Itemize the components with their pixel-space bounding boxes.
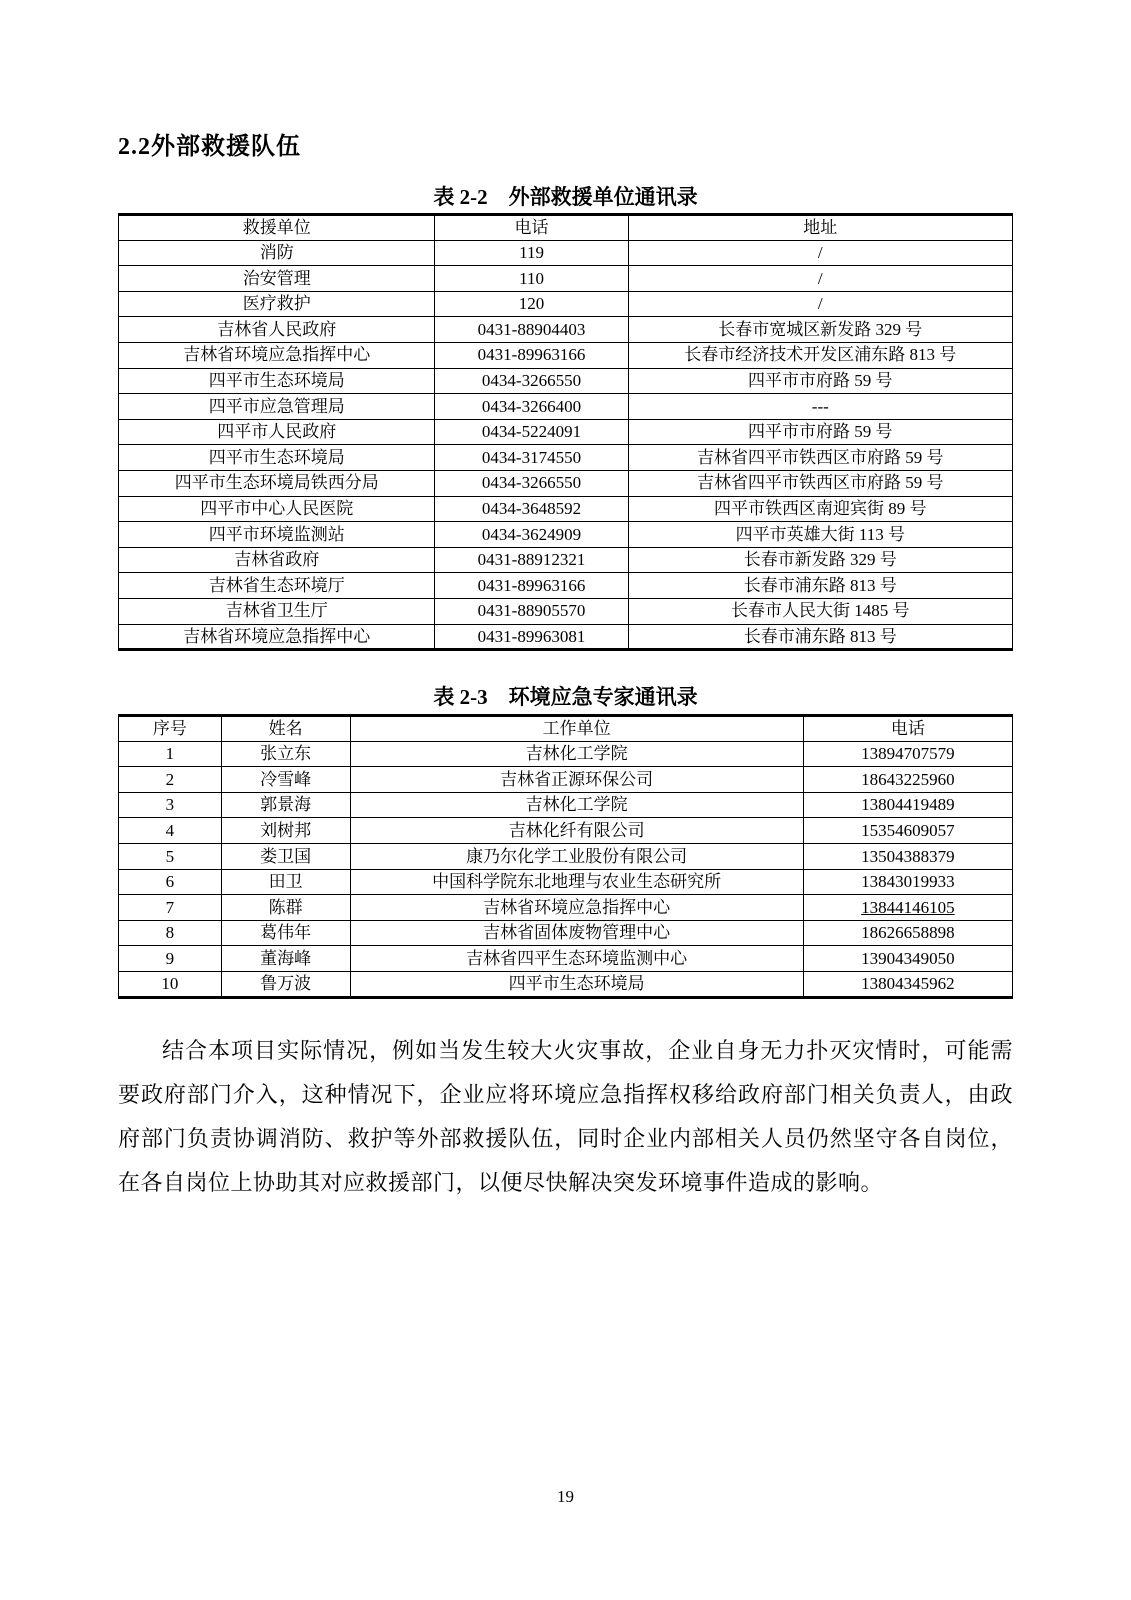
table-cell: 长春市经济技术开发区浦东路 813 号	[628, 342, 1012, 368]
table-cell: 葛伟年	[221, 920, 350, 946]
table-cell: 四平市人民政府	[119, 419, 435, 445]
table-cell: 吉林省人民政府	[119, 317, 435, 343]
table-cell: 四平市环境监测站	[119, 522, 435, 548]
table-cell: 2	[119, 767, 222, 793]
table-cell: 四平市英雄大街 113 号	[628, 522, 1012, 548]
table-row	[119, 741, 1013, 767]
table-cell: 13844146105	[803, 895, 1012, 921]
table-cell: 吉林化工学院	[350, 792, 803, 818]
page-number: 19	[557, 1487, 574, 1506]
table-cell: 长春市新发路 329 号	[628, 547, 1012, 573]
table-row	[119, 792, 1013, 818]
table-cell: 10	[119, 972, 222, 998]
table-cell: /	[628, 240, 1012, 266]
table-cell: 四平市生态环境局	[119, 445, 435, 471]
table-row	[119, 266, 1013, 292]
table-cell: 119	[435, 240, 628, 266]
table-cell: 长春市浦东路 813 号	[628, 624, 1012, 650]
table-cell: 0431-89963166	[435, 573, 628, 599]
column-header: 电话	[435, 215, 628, 241]
table-cell: 0434-3266550	[435, 368, 628, 394]
table-cell: 刘树邦	[221, 818, 350, 844]
table-cell: 冷雪峰	[221, 767, 350, 793]
table-cell: 6	[119, 869, 222, 895]
table-row	[119, 470, 1013, 496]
table-cell: 13804345962	[803, 972, 1012, 998]
column-header: 姓名	[221, 716, 350, 742]
table-cell: 0434-3266550	[435, 470, 628, 496]
table-row	[119, 394, 1013, 420]
table-cell: 吉林化纤有限公司	[350, 818, 803, 844]
table-cell: 13504388379	[803, 844, 1012, 870]
table-cell: /	[628, 266, 1012, 292]
table-row	[119, 598, 1013, 624]
table-cell: 0431-88904403	[435, 317, 628, 343]
table-cell: 四平市中心人民医院	[119, 496, 435, 522]
table-row	[119, 317, 1013, 343]
table-cell: 四平市铁西区南迎宾街 89 号	[628, 496, 1012, 522]
table-cell: 13904349050	[803, 946, 1012, 972]
rescue-units-table	[118, 213, 1013, 651]
table-cell: 长春市人民大街 1485 号	[628, 598, 1012, 624]
table-cell: 四平市应急管理局	[119, 394, 435, 420]
table-cell: 0434-3624909	[435, 522, 628, 548]
table-row	[119, 920, 1013, 946]
column-header: 工作单位	[350, 716, 803, 742]
table-cell: 0431-89963081	[435, 624, 628, 650]
table-cell: 吉林省正源环保公司	[350, 767, 803, 793]
table-cell: 0431-88905570	[435, 598, 628, 624]
table-cell: 0434-3174550	[435, 445, 628, 471]
table-cell: 吉林省固体废物管理中心	[350, 920, 803, 946]
table-cell: 董海峰	[221, 946, 350, 972]
table-cell: 18643225960	[803, 767, 1012, 793]
table-cell: 张立东	[221, 741, 350, 767]
table-cell: 消防	[119, 240, 435, 266]
table-row	[119, 445, 1013, 471]
table-cell: 四平市生态环境局	[119, 368, 435, 394]
table-row	[119, 869, 1013, 895]
table-cell: 长春市宽城区新发路 329 号	[628, 317, 1012, 343]
table-cell: 吉林省四平市铁西区市府路 59 号	[628, 470, 1012, 496]
table-row	[119, 573, 1013, 599]
column-header: 救援单位	[119, 215, 435, 241]
table-cell: 治安管理	[119, 266, 435, 292]
table-row	[119, 818, 1013, 844]
table-cell: 9	[119, 946, 222, 972]
table-cell: 5	[119, 844, 222, 870]
table-cell: 1	[119, 741, 222, 767]
table-row	[119, 419, 1013, 445]
column-header: 电话	[803, 716, 1012, 742]
table-cell: 四平市市府路 59 号	[628, 368, 1012, 394]
table-cell: 吉林省四平市铁西区市府路 59 号	[628, 445, 1012, 471]
table-cell: 120	[435, 291, 628, 317]
experts-table	[118, 714, 1013, 999]
table-cell: 四平市市府路 59 号	[628, 419, 1012, 445]
table-row	[119, 895, 1013, 921]
table-cell: 吉林省四平生态环境监测中心	[350, 946, 803, 972]
table-cell: 吉林省卫生厅	[119, 598, 435, 624]
table-cell: 13894707579	[803, 741, 1012, 767]
table-cell: 郭景海	[221, 792, 350, 818]
table-cell: 7	[119, 895, 222, 921]
table-cell: 田卫	[221, 869, 350, 895]
table-cell: 陈群	[221, 895, 350, 921]
table-cell: 吉林省政府	[119, 547, 435, 573]
table-cell: 13804419489	[803, 792, 1012, 818]
table-cell: 18626658898	[803, 920, 1012, 946]
column-header: 地址	[628, 215, 1012, 241]
table-cell: ---	[628, 394, 1012, 420]
table-cell: 四平市生态环境局	[350, 972, 803, 998]
header-row	[119, 716, 1013, 742]
table-row	[119, 946, 1013, 972]
table-cell: 4	[119, 818, 222, 844]
table-cell: 长春市浦东路 813 号	[628, 573, 1012, 599]
table-cell: 吉林省生态环境厅	[119, 573, 435, 599]
table-cell: 0431-88912321	[435, 547, 628, 573]
table-row	[119, 972, 1013, 998]
table-cell: 8	[119, 920, 222, 946]
experts-table-caption: 表 2-3 环境应急专家通讯录	[433, 685, 698, 710]
table-cell: 娄卫国	[221, 844, 350, 870]
table-row	[119, 342, 1013, 368]
table-cell: 康乃尔化学工业股份有限公司	[350, 844, 803, 870]
table-cell: 鲁万波	[221, 972, 350, 998]
table-cell: 吉林化工学院	[350, 741, 803, 767]
table-cell: 吉林省环境应急指挥中心	[119, 624, 435, 650]
table-row	[119, 547, 1013, 573]
section-heading: 2.2外部救援队伍	[118, 134, 301, 160]
table-cell: 0431-89963166	[435, 342, 628, 368]
table-cell: 吉林省环境应急指挥中心	[350, 895, 803, 921]
table-cell: 0434-5224091	[435, 419, 628, 445]
table-row	[119, 767, 1013, 793]
table-row	[119, 368, 1013, 394]
header-row	[119, 215, 1013, 241]
table-cell: 四平市生态环境局铁西分局	[119, 470, 435, 496]
table-row	[119, 240, 1013, 266]
table-row	[119, 291, 1013, 317]
table-cell: 13843019933	[803, 869, 1012, 895]
column-header: 序号	[119, 716, 222, 742]
table-cell: 吉林省环境应急指挥中心	[119, 342, 435, 368]
table-cell: 3	[119, 792, 222, 818]
table-cell: 中国科学院东北地理与农业生态研究所	[350, 869, 803, 895]
table-row	[119, 844, 1013, 870]
table-row	[119, 624, 1013, 650]
table-cell: 0434-3266400	[435, 394, 628, 420]
table-cell: /	[628, 291, 1012, 317]
table-cell: 15354609057	[803, 818, 1012, 844]
table-cell: 0434-3648592	[435, 496, 628, 522]
rescue-units-table-caption: 表 2-2 外部救援单位通讯录	[433, 185, 698, 209]
body-paragraph: 结合本项目实际情况，例如当发生较大火灾事故，企业自身无力扑灭灾情时，可能需要政府部门介入，这种情况下，企业应将环境应急指挥权移给政府部门相关负责人，由政府部门负责协调消防、救护等外部救援队伍，同时企业内部相关人员仍然坚守各自岗位，在各自岗位上协助其对应救援部门，以便尽快解决突发环境事件造成的影响。	[118, 1037, 1013, 1195]
table-cell: 医疗救护	[119, 291, 435, 317]
table-row	[119, 522, 1013, 548]
table-cell: 110	[435, 266, 628, 292]
table-row	[119, 496, 1013, 522]
